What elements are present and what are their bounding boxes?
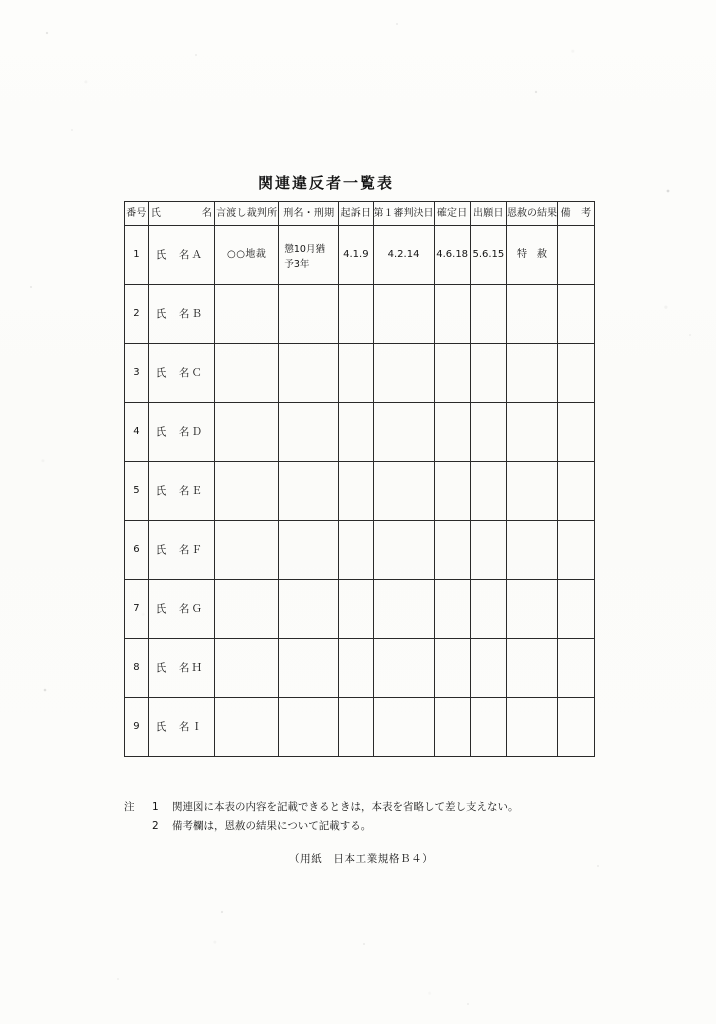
cell-crime [279,344,339,403]
cell-number: 6 [125,521,149,580]
cell-application-date [470,698,506,757]
notes-label: 注 [124,801,135,813]
cell-crime [279,285,339,344]
table-body [125,226,595,757]
cell-prosecution-date [339,403,373,462]
cell-name-alpha: Ｄ [191,425,203,438]
cell-prosecution-date [339,698,373,757]
column-header-remarks: 備 考 [557,202,594,226]
column-header-first-trial-date: 第１審判決日 [373,202,434,226]
table-row [125,698,595,757]
cell-first-trial-date: 4.2.14 [373,226,434,285]
note-item [124,798,519,817]
cell-name [148,285,214,344]
cell-final-date [434,580,470,639]
column-header-crime-sentence: 刑名・刑期 [279,202,339,226]
cell-remarks [557,580,594,639]
cell-crime [279,698,339,757]
table-row [125,344,595,403]
cell-name-label: 氏 名 [155,543,191,556]
cell-name-alpha: Ｂ [191,307,203,320]
cell-application-date [470,403,506,462]
cell-name [148,403,214,462]
cell-application-date [470,639,506,698]
cell-number: 9 [125,698,149,757]
cell-prosecution-date [339,580,373,639]
cell-court [215,698,279,757]
cell-name [148,580,214,639]
cell-remarks [557,344,594,403]
cell-name-alpha: Ｇ [191,602,203,615]
note-number: 1 [152,801,159,813]
cell-final-date [434,462,470,521]
cell-prosecution-date: 4.1.9 [339,226,373,285]
cell-name-alpha: Ｆ [191,543,203,556]
cell-prosecution-date [339,639,373,698]
cell-name-label: 氏 名 [155,720,191,733]
cell-crime [279,403,339,462]
column-header-name: 氏 名 [148,202,214,226]
cell-remarks [557,462,594,521]
table-row [125,580,595,639]
cell-crime [279,462,339,521]
page-title: 関連違反者一覧表 [258,174,395,192]
cell-first-trial-date [373,521,434,580]
cell-pardon-result [506,344,557,403]
cell-number: 4 [125,403,149,462]
column-header-court: 言渡し裁判所 [215,202,279,226]
cell-crime: 懲10月猶予3年 [279,226,339,285]
cell-pardon-result [506,521,557,580]
cell-final-date [434,639,470,698]
cell-remarks [557,285,594,344]
cell-court [215,521,279,580]
cell-name [148,462,214,521]
cell-crime [279,639,339,698]
cell-name [148,521,214,580]
cell-name-label: 氏 名 [155,425,191,438]
cell-name-label: 氏 名 [155,248,191,261]
cell-number: 2 [125,285,149,344]
column-header-prosecution-date: 起訴日 [339,202,373,226]
cell-prosecution-date [339,285,373,344]
cell-court: ○○地裁 [215,226,279,285]
cell-final-date [434,403,470,462]
cell-number: 7 [125,580,149,639]
cell-application-date [470,580,506,639]
cell-prosecution-date [339,344,373,403]
cell-crime [279,580,339,639]
cell-court [215,285,279,344]
cell-name-alpha: Ａ [191,248,203,261]
cell-pardon-result [506,462,557,521]
cell-name [148,698,214,757]
cell-first-trial-date [373,285,434,344]
cell-name-alpha: Ｈ [191,661,203,674]
table-row [125,521,595,580]
cell-name [148,344,214,403]
cell-first-trial-date [373,580,434,639]
cell-name-label: 氏 名 [155,661,191,674]
table-row [125,285,595,344]
notes-block [124,798,519,837]
column-header-application-date: 出願日 [470,202,506,226]
table-row [125,403,595,462]
cell-application-date [470,521,506,580]
cell-court [215,344,279,403]
table-row [125,226,595,285]
cell-court [215,580,279,639]
cell-court [215,639,279,698]
cell-first-trial-date [373,462,434,521]
cell-number: 5 [125,462,149,521]
cell-name-label: 氏 名 [155,602,191,615]
column-header-pardon-result: 恩赦の結果 [506,202,557,226]
note-number: 2 [152,820,159,833]
cell-first-trial-date [373,403,434,462]
table-header-row [125,202,595,226]
cell-remarks [557,226,594,285]
cell-first-trial-date [373,344,434,403]
table-row [125,639,595,698]
cell-pardon-result: 特 赦 [506,226,557,285]
cell-name-label: 氏 名 [155,307,191,320]
cell-final-date [434,521,470,580]
cell-pardon-result [506,698,557,757]
cell-number: 1 [125,226,149,285]
cell-final-date [434,344,470,403]
cell-crime [279,521,339,580]
cell-prosecution-date [339,521,373,580]
cell-application-date [470,462,506,521]
column-header-final-date: 確定日 [434,202,470,226]
table-row [125,462,595,521]
cell-remarks [557,639,594,698]
cell-name-alpha: Ｉ [191,720,203,733]
note-text: 備考欄は，恩赦の結果について記載する。 [172,820,372,833]
cell-name [148,639,214,698]
note-item [124,817,519,836]
cell-pardon-result [506,285,557,344]
cell-prosecution-date [339,462,373,521]
cell-final-date [434,285,470,344]
cell-number: 3 [125,344,149,403]
cell-name-alpha: Ｃ [191,366,203,379]
cell-remarks [557,521,594,580]
paper-size-note: （用紙 日本工業規格Ｂ４） [289,853,434,865]
cell-final-date: 4.6.18 [434,226,470,285]
cell-pardon-result [506,403,557,462]
related-offenders-table [124,201,595,757]
cell-pardon-result [506,580,557,639]
cell-application-date [470,285,506,344]
cell-name-label: 氏 名 [155,366,191,379]
cell-name-label: 氏 名 [155,484,191,497]
cell-first-trial-date [373,698,434,757]
table-header [125,202,595,226]
cell-court [215,403,279,462]
cell-application-date [470,344,506,403]
cell-remarks [557,403,594,462]
column-header-number: 番号 [125,202,149,226]
notes-label-spacer [124,817,152,836]
cell-remarks [557,698,594,757]
cell-pardon-result [506,639,557,698]
cell-court [215,462,279,521]
note-text: 関連図に本表の内容を記載できるときは，本表を省略して差し支えない。 [172,801,519,813]
cell-name [148,226,214,285]
cell-number: 8 [125,639,149,698]
cell-application-date: 5.6.15 [470,226,506,285]
cell-final-date [434,698,470,757]
cell-first-trial-date [373,639,434,698]
cell-name-alpha: Ｅ [191,484,203,497]
